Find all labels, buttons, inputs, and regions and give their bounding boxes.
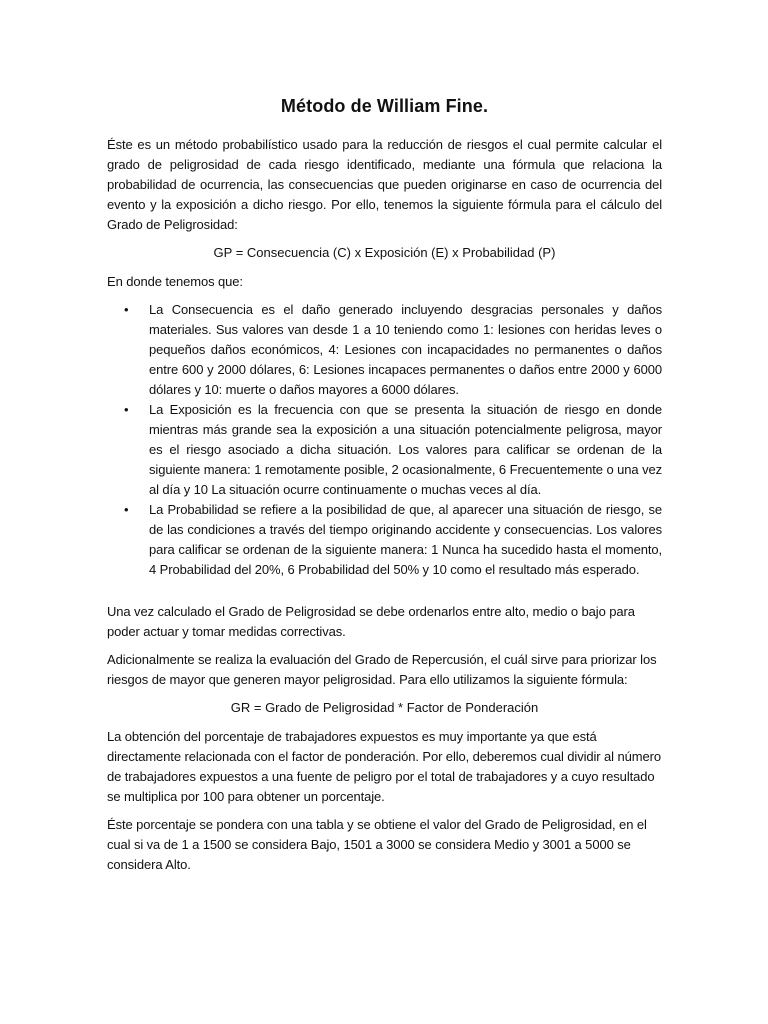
factor-list — [107, 300, 662, 580]
where-label: En donde tenemos que: — [107, 274, 243, 289]
percentage-paragraph: La obtención del porcentaje de trabajadores expuestos es muy importante ya que está directamente relacionada con el factor de ponderación. Por ello, deberemos cual dividir al número de trabajadores expuestos a una fuente de peligro por el total de trabajadores y a cuyo resultado se multiplica por 100 para obtener un porcentaje. — [107, 729, 661, 804]
list-item-text: La Consecuencia es el daño generado incluyendo desgracias personales y daños materiales. Sus valores van desde 1 a 10 teniendo como 1: lesiones con heridas leves o pequeños daños económicos, 4: Lesiones con incapacidades no permanentes o daños entre 600 y 2000 dólares, 6: Lesiones incapaces permanentes o daños entre 2000 y 6000 dólares y 10: muerte o daños mayores a 6000 dólares. — [149, 302, 662, 397]
intro-paragraph: Éste es un método probabilístico usado para la reducción de riesgos el cual permite calcular el grado de peligrosidad de cada riesgo identificado, mediante una fórmula que relaciona la probabilidad de ocurrencia, las consecuencias que pueden originarse en caso de ocurrencia del evento y la exposición a dicho riesgo. Por ello, tenemos la siguiente fórmula para el cálculo del Grado de Peligrosidad: — [107, 137, 662, 232]
list-item-exposure — [107, 400, 662, 500]
list-item-probability — [107, 500, 662, 580]
calc-paragraph: Una vez calculado el Grado de Peligrosidad se debe ordenarlos entre alto, medio o bajo para poder actuar y tomar medidas correctivas. — [107, 604, 635, 639]
bullet-icon: • — [124, 302, 129, 317]
repercussion-paragraph: Adicionalmente se realiza la evaluación del Grado de Repercusión, el cuál sirve para priorizar los riesgos de mayor que generen mayor peligrosidad. Para ello utilizamos la siguiente fórmula: — [107, 652, 657, 687]
document-title: Método de William Fine. — [280, 96, 489, 116]
list-item-consequence — [107, 300, 662, 400]
list-item-text: La Probabilidad se refiere a la posibilidad de que, al aparecer una situación de riesgo, se de las condiciones a través del tiempo originando accidente y consecuencias. Los valores para calificar se ordenan de la siguiente manera: 1 Nunca ha sucedido hasta el momento, 4 Probabilidad del 20%, 6 Probabilidad del 50% y 10 como el resultado más esperado. — [149, 502, 662, 577]
list-item-text: La Exposición es la frecuencia con que se presenta la situación de riesgo en donde mientras más grande sea la exposición a una situación potencialmente peligrosa, mayor es el riesgo asociado a dicha situación. Los valores para calificar se ordenan de la siguiente manera: 1 remotamente posible, 2 ocasionalmente, 6 Frecuentemente o una vez al día y 10 La situación ocurre continuamente o muchas veces al día. — [149, 402, 662, 497]
bullet-icon: • — [124, 402, 129, 417]
table-paragraph: Éste porcentaje se pondera con una tabla y se obtiene el valor del Grado de Peligrosidad, en el cual si va de 1 a 1500 se considera Bajo, 1501 a 3000 se considera Medio y 3001 a 5000 se considera Alto. — [107, 817, 647, 872]
formula-gp: GP = Consecuencia (C) x Exposición (E) x Probabilidad (P) — [213, 245, 556, 260]
formula-gr: GR = Grado de Peligrosidad * Factor de Ponderación — [230, 700, 539, 715]
bullet-icon: • — [124, 502, 129, 517]
